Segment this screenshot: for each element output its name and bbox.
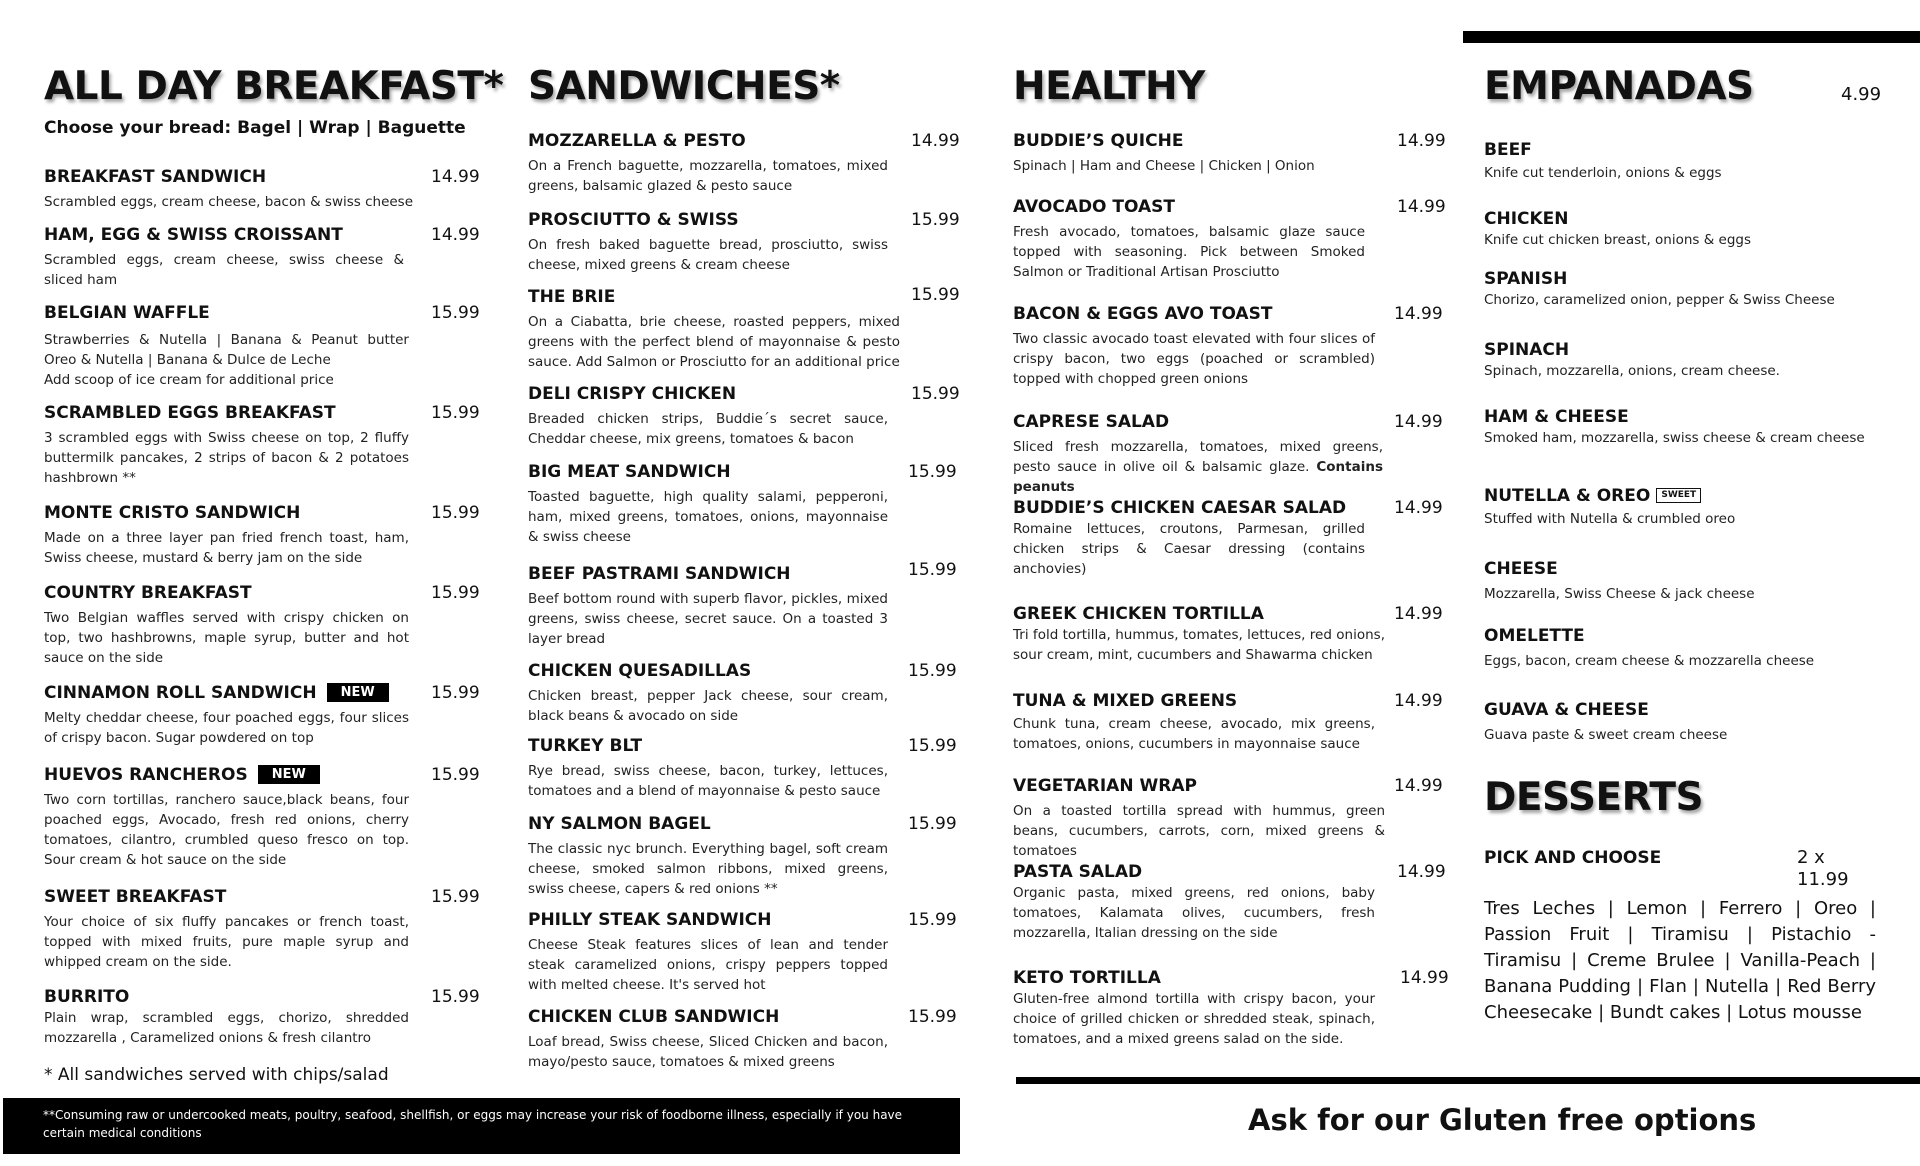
empanada-item [1484, 699, 1882, 745]
item-description: Chunk tuna, cream cheese, avocado, mix greens, tomatoes, onions, cucumbers in mayonnaise sauce [1013, 716, 1375, 752]
item-description: Beef bottom round with superb flavor, pickles, mixed greens, swiss cheese, secret sauce. On a toasted 3 layer bread [528, 591, 888, 647]
item-name: OMELETTE [1484, 626, 1585, 646]
item-name: BUDDIE’S QUICHE [1013, 131, 1184, 151]
menu-item [44, 166, 482, 212]
menu-item [1013, 196, 1447, 282]
item-name-text: CINNAMON ROLL SANDWICH [44, 683, 317, 703]
item-name: BEEF PASTRAMI SANDWICH [528, 564, 791, 584]
item-name: THE BRIE [528, 287, 616, 307]
item-description: Two classic avocado toast elevated with four slices of crispy bacon, two eggs (poached or scrambled) topped with chopped green onions [1013, 331, 1375, 387]
item-name: TUNA & MIXED GREENS [1013, 691, 1238, 711]
item-name: SPINACH [1484, 340, 1570, 360]
item-name [44, 682, 482, 704]
item-price: 14.99 [1394, 304, 1443, 324]
item-name: DELI CRISPY CHICKEN [528, 384, 737, 404]
item-price: 15.99 [431, 887, 480, 907]
sandwiches-title: SANDWICHES* [528, 64, 840, 109]
item-name: MOZZARELLA & PESTO [528, 131, 746, 151]
desserts-title: DESSERTS [1484, 775, 1704, 820]
item-description-text: Sliced fresh mozzarella, tomatoes, mixed greens, pesto sauce in olive oil & balsamic glaze. [1013, 439, 1383, 475]
item-name-text: HUEVOS RANCHEROS [44, 765, 248, 785]
bottom-divider-bar [1016, 1077, 1920, 1084]
menu-item [1013, 130, 1447, 176]
item-price: 15.99 [431, 403, 480, 423]
item-price: 15.99 [911, 384, 960, 404]
item-price: 14.99 [1400, 968, 1449, 988]
item-name: BIG MEAT SANDWICH [528, 462, 731, 482]
item-description: Spinach, mozzarella, onions, cream cheese. [1484, 363, 1780, 379]
menu-item [528, 286, 962, 372]
item-price: 14.99 [1394, 691, 1443, 711]
item-description: Breaded chicken strips, Buddie´s secret sauce, Cheddar cheese, mix greens, tomatoes & bacon [528, 411, 888, 447]
item-description: Organic pasta, mixed greens, red onions, baby tomatoes, Kalamata olives, cucumbers, fresh mozzarella, Italian dressing on the side [1013, 885, 1375, 941]
menu-item [1013, 303, 1447, 389]
item-name: KETO TORTILLA [1013, 968, 1161, 988]
item-price: 14.99 [1394, 498, 1443, 518]
item-price: 14.99 [1397, 131, 1446, 151]
menu-item [44, 986, 482, 1048]
item-description: Chicken breast, pepper Jack cheese, sour cream, black beans & avocado on side [528, 688, 888, 724]
empanada-item [1484, 268, 1882, 310]
item-name: PASTA SALAD [1013, 862, 1143, 882]
item-name: NY SALMON BAGEL [528, 814, 711, 834]
item-description: Gluten-free almond tortilla with crispy bacon, your choice of grilled chicken or shredded steak, spinach, tomatoes, and a mixed greens salad on the side. [1013, 991, 1375, 1047]
menu-item [528, 660, 962, 726]
menu-item [1013, 411, 1447, 497]
menu-item [1013, 603, 1447, 665]
gluten-free-note: Ask for our Gluten free options [1248, 1103, 1757, 1137]
item-description: Loaf bread, Swiss cheese, Sliced Chicken and bacon, mayo/pesto sauce, tomatoes & mixed greens [528, 1034, 888, 1070]
menu-item [528, 130, 962, 196]
top-divider-bar [1463, 31, 1920, 43]
item-price: 2 x 11.99 [1797, 847, 1849, 890]
menu-item [1013, 861, 1447, 943]
item-description: On a Ciabatta, brie cheese, roasted peppers, mixed greens with the perfect blend of mayonnaise & pesto sauce. Add Salmon or Prosciutto for an additional price [528, 314, 900, 370]
item-name: PICK AND CHOOSE [1484, 848, 1662, 868]
empanada-item [1484, 625, 1882, 671]
item-price: 15.99 [908, 910, 957, 930]
item-price: 14.99 [431, 225, 480, 245]
item-name: HAM & CHEESE [1484, 407, 1629, 427]
item-price: 15.99 [431, 503, 480, 523]
item-description: Plain wrap, scrambled eggs, chorizo, shredded mozzarella , Caramelized onions & fresh cilantro [44, 1010, 409, 1046]
menu-item [44, 402, 482, 488]
item-price: 15.99 [908, 560, 957, 580]
item-description [1013, 437, 1383, 497]
item-name: BREAKFAST SANDWICH [44, 167, 267, 187]
item-price: 14.99 [1394, 776, 1443, 796]
menu-item [44, 682, 482, 748]
bread-choice: Choose your bread: Bagel | Wrap | Baguette [44, 118, 466, 138]
item-name: BEEF [1484, 140, 1532, 160]
item-name: VEGETARIAN WRAP [1013, 776, 1197, 796]
menu-item [1013, 690, 1447, 754]
item-description: Stuffed with Nutella & crumbled oreo [1484, 511, 1736, 527]
item-price: 14.99 [1394, 412, 1443, 432]
item-price: 15.99 [908, 661, 957, 681]
item-name: HAM, EGG & SWISS CROISSANT [44, 225, 343, 245]
item-price: 14.99 [1394, 604, 1443, 624]
item-description: Romaine lettuces, croutons, Parmesan, grilled chicken strips & Caesar dressing (contains anchovies) [1013, 521, 1365, 577]
healthy-title: HEALTHY [1013, 64, 1205, 109]
item-name: BUDDIE’S CHICKEN CAESAR SALAD [1013, 498, 1347, 518]
item-name: COUNTRY BREAKFAST [44, 583, 252, 603]
item-description: Knife cut chicken breast, onions & eggs [1484, 232, 1752, 248]
item-description: Eggs, bacon, cream cheese & mozzarella cheese [1484, 653, 1815, 669]
item-name [1484, 485, 1882, 507]
item-price: 15.99 [908, 1007, 957, 1027]
empanada-item [1484, 208, 1882, 250]
dessert-item [1484, 847, 1882, 890]
item-name: CAPRESE SALAD [1013, 412, 1170, 432]
allergen-note: Contains peanuts [1013, 459, 1383, 495]
item-name: CHICKEN CLUB SANDWICH [528, 1007, 780, 1027]
item-description: Melty cheddar cheese, four poached eggs, four slices of crispy bacon. Sugar powdered on top [44, 710, 409, 746]
item-description: Strawberries & Nutella | Banana & Peanut butter Oreo & Nutella | Banana & Dulce de Leche [44, 332, 409, 368]
menu-item [44, 302, 482, 390]
item-price: 15.99 [431, 583, 480, 603]
item-description: Guava paste & sweet cream cheese [1484, 727, 1728, 743]
sweet-badge: SWEET [1656, 488, 1701, 503]
item-name [44, 764, 482, 786]
empanadas-price: 4.99 [1841, 84, 1882, 105]
item-description: Tri fold tortilla, hummus, tomates, lettuces, red onions, sour cream, mint, cucumbers and Shawarma chicken [1013, 627, 1385, 663]
item-price: 15.99 [431, 683, 480, 703]
item-description: Rye bread, swiss cheese, bacon, turkey, lettuces, tomatoes and a blend of mayonnaise & pesto sauce [528, 763, 888, 799]
item-price: 15.99 [431, 303, 480, 323]
breakfast-title: ALL DAY BREAKFAST* [44, 64, 504, 109]
item-name: CHICKEN QUESADILLAS [528, 661, 752, 681]
menu-item [528, 560, 962, 649]
item-description: Scrambled eggs, cream cheese, swiss cheese & sliced ham [44, 252, 404, 288]
item-description: Smoked ham, mozzarella, swiss cheese & cream cheese [1484, 430, 1865, 446]
item-price: 14.99 [1397, 197, 1446, 217]
item-description: 3 scrambled eggs with Swiss cheese on top, 2 fluffy buttermilk pancakes, 2 strips of bacon & 2 potatoes hashbrown ** [44, 430, 409, 486]
empanada-item [1484, 558, 1882, 604]
menu-item [528, 813, 962, 899]
item-description: On a toasted tortilla spread with hummus, green beans, cucumbers, carrots, corn, mixed greens & tomatoes [1013, 803, 1385, 859]
menu-item [44, 582, 482, 668]
item-name: BURRITO [44, 987, 130, 1007]
item-price: 14.99 [1397, 862, 1446, 882]
menu-item [44, 224, 482, 290]
item-price: 15.99 [431, 765, 480, 785]
menu-item [528, 735, 962, 801]
empanada-item [1484, 339, 1882, 381]
menu-item [44, 764, 482, 870]
item-name: AVOCADO TOAST [1013, 197, 1176, 217]
empanada-item [1484, 485, 1882, 529]
item-description: The classic nyc brunch. Everything bagel, soft cream cheese, smoked salmon ribbons, mixed greens, swiss cheese, capers & red onions ** [528, 841, 888, 897]
item-price: 15.99 [911, 285, 960, 305]
item-description: Toasted baguette, high quality salami, pepperoni, ham, mixed greens, tomatoes, onions, mayonnaise & swiss cheese [528, 489, 888, 545]
item-description: Two corn tortillas, ranchero sauce,black beans, four poached eggs, Avocado, fresh red onions, cherry tomatoes, cilantro, crumbled queso fresco on top. Sour cream & hot sauce on the side [44, 792, 409, 868]
menu-item [528, 1006, 962, 1072]
item-price: 15.99 [911, 210, 960, 230]
item-price: 15.99 [908, 462, 957, 482]
dessert-flavors-list: Tres Leches | Lemon | Ferrero | Oreo | Passion Fruit | Tiramisu | Pistachio -Tiramisu | Creme Brulee | Vanilla-Peach | Banana Pudding | Flan | Nutella | Red Berry Cheesecake | Bundt cakes | Lotus mousse [1484, 898, 1876, 1023]
item-description: On fresh baked baguette bread, prosciutto, swiss cheese, mixed greens & cream cheese [528, 237, 888, 273]
item-name: PHILLY STEAK SANDWICH [528, 910, 772, 930]
item-description: Your choice of six fluffy pancakes or french toast, topped with mixed fruits, pure maple syrup and whipped cream on the side. [44, 914, 409, 970]
item-addon-note: Add scoop of ice cream for additional price [44, 372, 334, 388]
item-name: MONTE CRISTO SANDWICH [44, 503, 301, 523]
menu-item [528, 461, 962, 547]
menu-item [1013, 967, 1447, 1049]
item-description: Scrambled eggs, cream cheese, bacon & swiss cheese [44, 194, 414, 210]
new-badge: NEW [327, 683, 389, 702]
item-description: Mozzarella, Swiss Cheese & jack cheese [1484, 586, 1755, 602]
item-description: Two Belgian waffles served with crispy chicken on top, two hashbrowns, maple syrup, butter and hot sauce on the side [44, 610, 409, 666]
item-name: BELGIAN WAFFLE [44, 303, 210, 323]
item-name: TURKEY BLT [528, 736, 643, 756]
item-description: Cheese Steak features slices of lean and tender steak caramelized onions, crispy peppers topped with melted cheese. It's served hot [528, 937, 888, 993]
menu-item [1013, 497, 1447, 579]
foodborne-disclaimer: **Consuming raw or undercooked meats, poultry, seafood, shellfish, or eggs may increase your risk of foodborne illness, especially if you have certain medical conditions [3, 1098, 960, 1154]
item-description: Fresh avocado, tomatoes, balsamic glaze sauce topped with seasoning. Pick between Smoked Salmon or Traditional Artisan Prosciutto [1013, 224, 1365, 280]
menu-item [528, 909, 962, 995]
menu-item [528, 209, 962, 275]
item-price: 15.99 [908, 814, 957, 834]
item-name: CHEESE [1484, 559, 1558, 579]
empanada-item [1484, 406, 1882, 448]
menu-item [1013, 775, 1447, 861]
menu-item [44, 886, 482, 972]
new-badge: NEW [258, 765, 320, 784]
item-price: 14.99 [911, 131, 960, 151]
item-name: SPANISH [1484, 269, 1568, 289]
item-description: Knife cut tenderloin, onions & eggs [1484, 165, 1722, 181]
item-name: SWEET BREAKFAST [44, 887, 227, 907]
empanada-item [1484, 139, 1882, 183]
item-name-text: NUTELLA & OREO [1484, 486, 1651, 506]
item-name: GREEK CHICKEN TORTILLA [1013, 604, 1264, 624]
item-name: CHICKEN [1484, 209, 1569, 229]
item-description: Made on a three layer pan fried french toast, ham, Swiss cheese, mustard & berry jam on the side [44, 530, 409, 566]
item-name: PROSCIUTTO & SWISS [528, 210, 739, 230]
item-price: 15.99 [908, 736, 957, 756]
menu-item [528, 383, 962, 449]
menu-item [44, 502, 482, 568]
item-description: On a French baguette, mozzarella, tomatoes, mixed greens, balsamic glazed & pesto sauce [528, 158, 888, 194]
item-name: BACON & EGGS AVO TOAST [1013, 304, 1273, 324]
item-price: 15.99 [431, 987, 480, 1007]
item-name: SCRAMBLED EGGS BREAKFAST [44, 403, 336, 423]
item-description: Spinach | Ham and Cheese | Chicken | Onion [1013, 158, 1315, 174]
item-description: Chorizo, caramelized onion, pepper & Swiss Cheese [1484, 292, 1835, 308]
item-name: GUAVA & CHEESE [1484, 700, 1649, 720]
empanadas-title: EMPANADAS [1484, 64, 1754, 109]
sandwiches-footnote: * All sandwiches served with chips/salad [44, 1065, 389, 1085]
item-price: 14.99 [431, 167, 480, 187]
